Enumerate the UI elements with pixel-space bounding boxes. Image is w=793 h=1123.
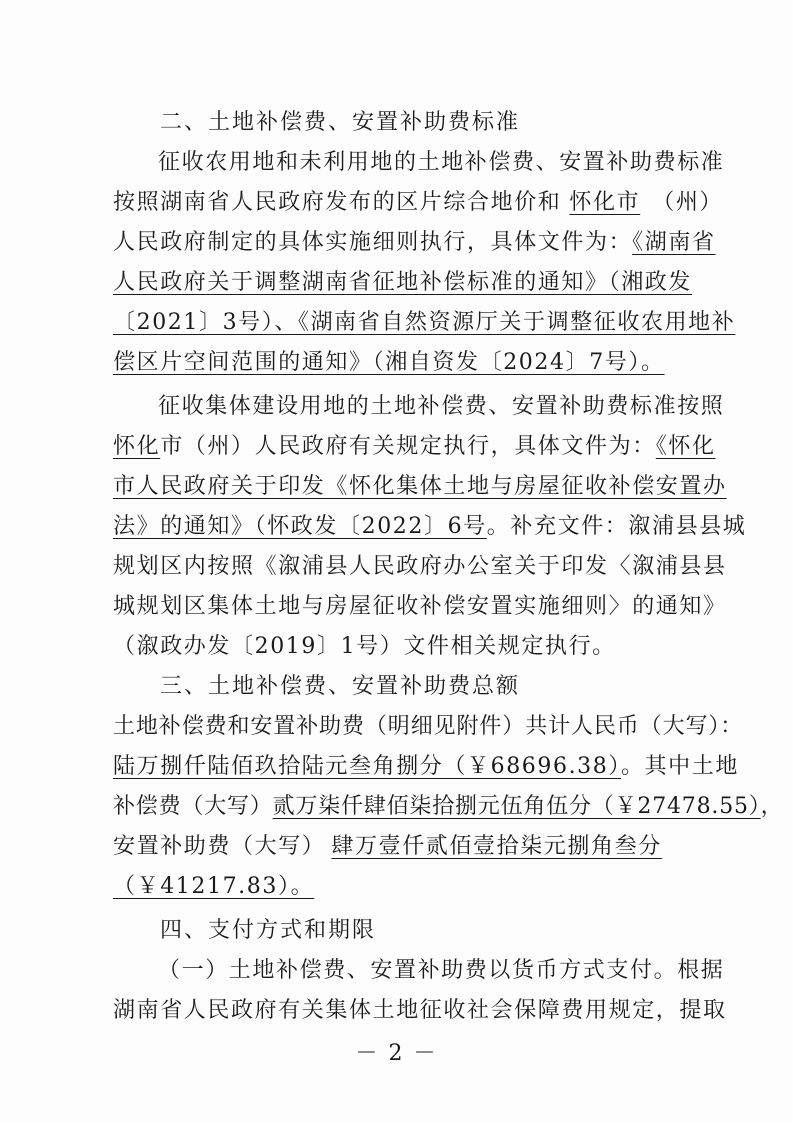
text-span: 。补充文件：溆浦县县城 xyxy=(486,514,747,539)
text-span: 补偿费（大写） xyxy=(113,794,273,819)
underlined-city: 怀化 xyxy=(113,434,161,459)
section-3-heading: 三、土地补偿费、安置补助费总额 xyxy=(160,674,521,699)
section-4-heading: 四、支付方式和期限 xyxy=(160,918,377,943)
underlined-doc-ref-line: 市人民政府关于印发《怀化集体土地与房屋征收补偿安置办 xyxy=(113,474,727,499)
text-span: 人民政府制定的具体实施细则执行，具体文件为： xyxy=(113,230,633,255)
paragraph-line: （溆政办发〔2019〕1号）文件相关规定执行。 xyxy=(113,634,616,659)
underlined-doc-ref: 《湖南省 xyxy=(632,230,716,255)
text-span: （州） xyxy=(652,190,724,215)
paragraph-line: （一）土地补偿费、安置补助费以货币方式支付。根据 xyxy=(158,958,725,983)
paragraph-line: 土地补偿费和安置补助费（明细见附件）共计人民币（大写）： xyxy=(113,714,744,739)
underlined-doc-ref-line: 人民政府关于调整湖南省征地补偿标准的通知》（湘政发 xyxy=(113,270,693,295)
paragraph-line xyxy=(113,752,739,782)
underlined-doc-ref: 《怀化 xyxy=(655,434,716,459)
paragraph-line: 征收集体建设用地的土地补偿费、安置补助费标准按照 xyxy=(158,394,725,419)
paragraph-line xyxy=(113,792,783,822)
resettlement-subsidy-amount: 肆万壹仟贰佰壹拾柒元捌角叁分 xyxy=(331,834,662,859)
paragraph-line xyxy=(113,432,716,462)
paragraph-line: 湖南省人民政府有关集体土地征收社会保障费用规定，提取 xyxy=(113,998,727,1023)
land-compensation-amount: 贰万柒仟肆佰柒拾捌元伍角伍分（￥27478.55） xyxy=(272,794,761,819)
underlined-city: 怀化市 xyxy=(569,190,641,215)
text-span: 市（州）人民政府有关规定执行，具体文件为： xyxy=(160,434,656,459)
paragraph-line: 征收农用地和未利用地的土地补偿费、安置补助费标准 xyxy=(158,150,725,175)
text-span: 按照湖南省人民政府发布的区片综合地价和 xyxy=(113,190,562,215)
text-span: 。其中土地 xyxy=(620,754,739,779)
paragraph-line: 城规划区集体土地与房屋征收补偿安置实施细则〉的通知》 xyxy=(113,594,727,619)
text-span: ， xyxy=(760,794,784,819)
underlined-doc-ref-line: 偿区片空间范围的通知》（湘自资发〔2024〕7号）。 xyxy=(113,350,665,375)
underlined-doc-ref: 法》的通知》（怀政发〔2022〕6号 xyxy=(113,514,487,539)
page-number: － 2 － xyxy=(355,1041,438,1066)
underlined-doc-ref-line: 〔2021〕3号）、《湖南省自然资源厅关于调整征收农用地补 xyxy=(113,310,736,335)
resettlement-subsidy-figure: （￥41217.83）。 xyxy=(113,874,315,899)
paragraph-line xyxy=(113,512,746,542)
total-amount: 陆万捌仟陆佰玖拾陆元叁角捌分（￥68696.38） xyxy=(113,754,621,779)
paragraph-line xyxy=(113,228,716,258)
text-span: 安置补助费（大写） xyxy=(113,834,326,859)
section-2-heading: 二、土地补偿费、安置补助费标准 xyxy=(160,110,521,135)
paragraph-line: 规划区内按照《溆浦县人民政府办公室关于印发〈溆浦县县 xyxy=(113,554,727,579)
paragraph-line xyxy=(113,832,688,862)
paragraph-line xyxy=(113,188,723,218)
